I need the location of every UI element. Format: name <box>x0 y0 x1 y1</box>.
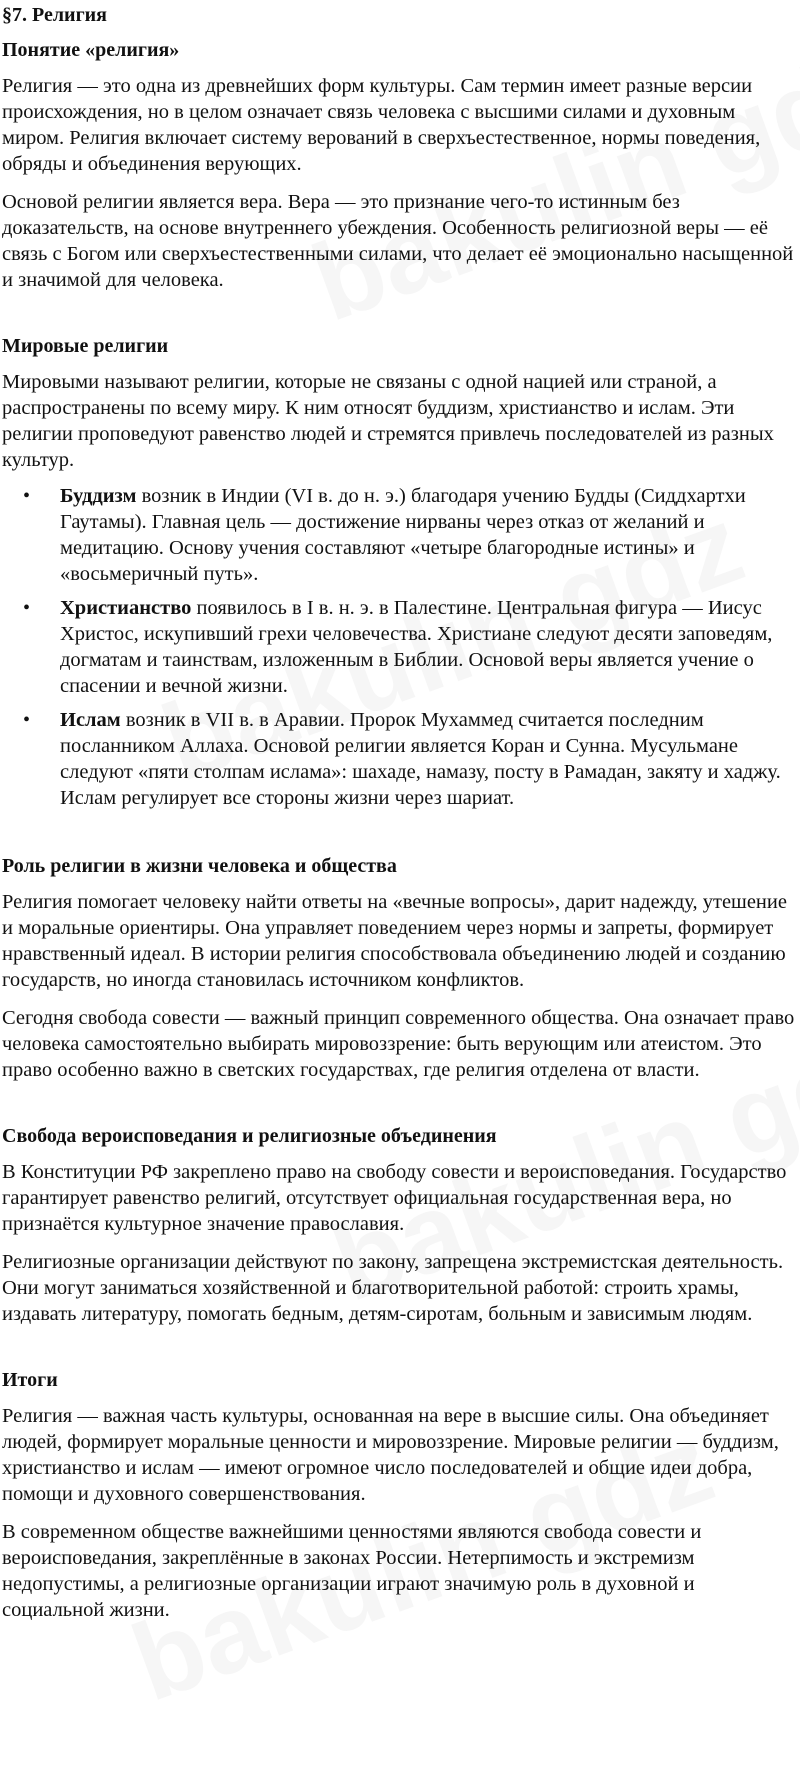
bullet-icon: • <box>23 709 31 731</box>
religions-list <box>2 483 798 811</box>
list-item <box>2 595 798 699</box>
list-item-term: Христианство <box>60 597 192 619</box>
list-item-term: Ислам <box>60 709 121 731</box>
list-item <box>2 707 798 811</box>
section-heading: Мировые религии <box>2 335 169 357</box>
paragraph: Мировыми называют религии, которые не связаны с одной нацией или страной, а распространены по всему миру. К ним относят буддизм, христианство и ислам. Эти религии проповедуют равенство людей и стремятся привлечь последователей из разных культур. <box>2 371 774 471</box>
list-item-term: Буддизм <box>60 485 137 507</box>
section-heading: Роль религии в жизни человека и общества <box>2 855 397 877</box>
paragraph: Религия — это одна из древнейших форм культуры. Сам термин имеет разные версии происхождения, но в целом означает связь человека с высшими силами и духовным миром. Религия включает систему верований в сверхъестественное, нормы поведения, обряды и объединения верующих. <box>2 75 761 175</box>
bullet-icon: • <box>23 485 31 507</box>
page-title: §7. Религия <box>2 4 107 26</box>
section-heading: Итоги <box>2 1369 58 1391</box>
paragraph: В Конституции РФ закреплено право на свободу совести и вероисповедания. Государство гарантирует равенство религий, отсутствует официальная государственная вера, но признаётся культурное значение православия. <box>2 1161 787 1235</box>
list-item-text: появилось в I в. н. э. в Палестине. Центральная фигура — Иисус Христос, искупивший грехи человечества. Христиане следуют десяти заповедям, догматам и таинствам, изложенным в Библии. Основой веры является учение о спасении и вечной жизни. <box>60 597 773 697</box>
paragraph: Религиозные организации действуют по закону, запрещена экстремистская деятельность. Они могут заниматься хозяйственной и благотворительной работой: строить храмы, издавать литературу, помогать бедным, детям-сиротам, больным и зависимым людям. <box>2 1251 784 1325</box>
section-heading: Свобода вероисповедания и религиозные объединения <box>2 1125 497 1147</box>
paragraph: Сегодня свобода совести — важный принцип современного общества. Она означает право человека самостоятельно выбирать мировоззрение: быть верующим или атеистом. Это право особенно важно в светских государствах, где религия отделена от власти. <box>2 1007 795 1081</box>
paragraph: Религия — важная часть культуры, основанная на вере в высшие силы. Она объединяет людей, формирует моральные ценности и мировоззрение. Мировые религии — буддизм, христианство и ислам — имеют огромное число последователей и общие идеи добра, помощи и духовного совершенствования. <box>2 1405 779 1505</box>
paragraph: В современном обществе важнейшими ценностями являются свобода совести и вероисповедания, закреплённые в законах России. Нетерпимость и экстремизм недопустимы, а религиозные организации играют значимую роль в духовной и социальной жизни. <box>2 1521 702 1621</box>
paragraph: Основой религии является вера. Вера — это признание чего-то истинным без доказательств, на основе внутреннего убеждения. Особенность религиозной веры — её связь с Богом или сверхъестественными силами, что делает её эмоционально насыщенной и значимой для человека. <box>2 191 794 291</box>
list-item <box>2 483 798 587</box>
section-heading: Понятие «религия» <box>2 39 180 61</box>
list-item-text: возник в Индии (VI в. до н. э.) благодаря учению Будды (Сиддхартхи Гаутамы). Главная цель — достижение нирваны через отказ от желаний и медитацию. Основу учения составляют «четыре благородные истины» и «восьмеричный путь». <box>60 485 746 585</box>
list-item-text: возник в VII в. в Аравии. Пророк Мухаммед считается последним посланником Аллаха. Основой религии является Коран и Сунна. Мусульмане следуют «пяти столпам ислама»: шахаде, намазу, посту в Рамадан, закяту и хаджу. Ислам регулирует все стороны жизни через шариат. <box>60 709 781 809</box>
bullet-icon: • <box>23 597 31 619</box>
paragraph: Религия помогает человеку найти ответы на «вечные вопросы», дарит надежду, утешение и моральные ориентиры. Она управляет поведением через нормы и запреты, формирует нравственный идеал. В истории религия способствовала объединению людей и созданию государств, но иногда становилась источником конфликтов. <box>2 891 787 991</box>
